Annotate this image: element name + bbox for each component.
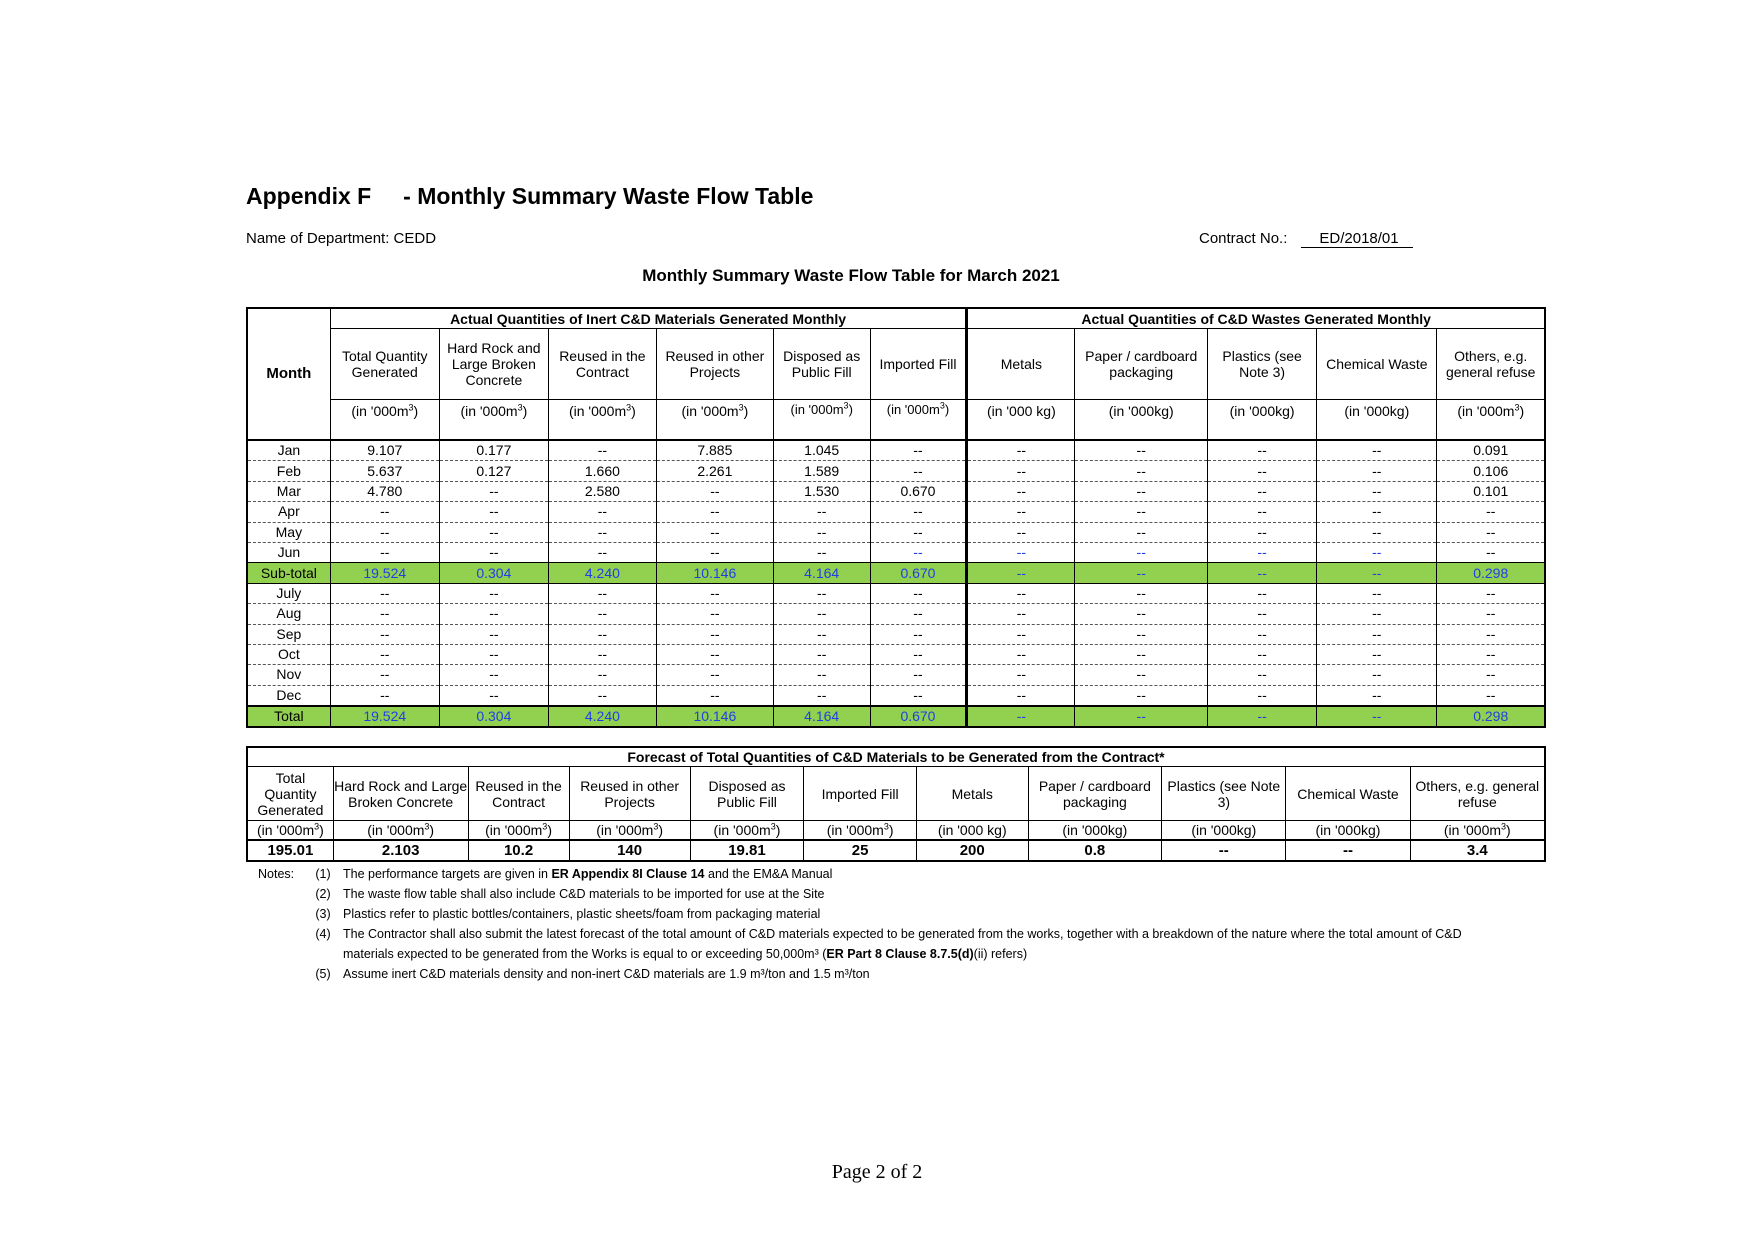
value-cell: 2.261 bbox=[656, 461, 773, 481]
value-cell: -- bbox=[439, 604, 548, 624]
column-unit: (in '000 kg) bbox=[967, 400, 1075, 441]
value-cell: -- bbox=[1208, 563, 1317, 583]
value-cell: -- bbox=[330, 583, 439, 603]
column-header: Reused in other Projects bbox=[656, 329, 773, 400]
month-cell: Sep bbox=[247, 624, 330, 644]
note-text-part: Plastics refer to plastic bottles/containers, plastic sheets/foam from packaging material bbox=[343, 907, 821, 921]
column-unit: (in '$000m^3$) bbox=[330, 400, 439, 441]
forecast-column-unit: (in '$000m^3$) bbox=[569, 821, 690, 841]
notes-label: Notes: bbox=[258, 867, 295, 881]
forecast-column-unit: (in '$000m^3$) bbox=[690, 821, 804, 841]
value-cell: -- bbox=[1208, 706, 1317, 727]
value-cell: -- bbox=[656, 604, 773, 624]
value-cell: -- bbox=[1437, 685, 1545, 706]
value-cell: -- bbox=[1075, 706, 1208, 727]
value-cell: -- bbox=[1437, 665, 1545, 685]
note-reference: ER Appendix 8I Clause 14 bbox=[551, 867, 705, 881]
table-row bbox=[247, 461, 1545, 481]
forecast-column-header: Others, e.g. general refuse bbox=[1410, 767, 1545, 821]
value-cell: -- bbox=[1075, 481, 1208, 501]
value-cell: 0.298 bbox=[1437, 706, 1545, 727]
note-text-part: The Contractor shall also submit the latest forecast of the total amount of C&D materials expected to be generated from the works, together with a breakdown of the nature where the total amount of C&D materials expected to be generated from the Works is equal to or exceeding 50,000m³ ( bbox=[343, 927, 1462, 961]
note-reference: ER Part 8 Clause 8.7.5(d) bbox=[826, 947, 974, 961]
value-cell: -- bbox=[656, 583, 773, 603]
column-header: Imported Fill bbox=[870, 329, 967, 400]
value-cell: -- bbox=[1075, 604, 1208, 624]
forecast-column-header: Reused in the Contract bbox=[468, 767, 569, 821]
column-header: Reused in the Contract bbox=[548, 329, 656, 400]
forecast-value: 10.2 bbox=[468, 840, 569, 861]
column-header: Others, e.g. general refuse bbox=[1437, 329, 1545, 400]
note-text bbox=[343, 904, 1483, 924]
forecast-column-header: Hard Rock and Large Broken Concrete bbox=[333, 767, 468, 821]
value-cell: -- bbox=[870, 522, 967, 542]
table-row bbox=[247, 685, 1545, 706]
note-item bbox=[258, 924, 1483, 964]
value-cell: -- bbox=[548, 583, 656, 603]
value-cell: -- bbox=[967, 461, 1075, 481]
forecast-column-unit: (in '$000m^3$) bbox=[247, 821, 333, 841]
value-cell: -- bbox=[1208, 440, 1317, 461]
inert-materials-group-header: Actual Quantities of Inert C&D Materials Generated Monthly bbox=[330, 308, 967, 329]
table-row bbox=[247, 542, 1545, 562]
notes-section bbox=[258, 864, 1483, 984]
value-cell: -- bbox=[773, 685, 870, 706]
value-cell: -- bbox=[967, 502, 1075, 522]
value-cell: 4.240 bbox=[548, 563, 656, 583]
notes-label bbox=[258, 884, 303, 904]
value-cell: -- bbox=[967, 624, 1075, 644]
value-cell: -- bbox=[330, 604, 439, 624]
forecast-value: 0.8 bbox=[1028, 840, 1162, 861]
value-cell: -- bbox=[1437, 522, 1545, 542]
notes-label bbox=[258, 964, 303, 984]
value-cell: 4.780 bbox=[330, 481, 439, 501]
value-cell: -- bbox=[1075, 542, 1208, 562]
value-cell: -- bbox=[330, 665, 439, 685]
value-cell: -- bbox=[1075, 665, 1208, 685]
forecast-title: Forecast of Total Quantities of C&D Materials to be Generated from the Contract* bbox=[247, 747, 1545, 767]
value-cell: -- bbox=[967, 604, 1075, 624]
forecast-column-header: Paper / cardboard packaging bbox=[1028, 767, 1162, 821]
note-text bbox=[343, 924, 1483, 964]
note-text-part: Assume inert C&D materials density and non-inert C&D materials are 1.9 m³/ton and 1.5 m³/ton bbox=[343, 967, 870, 981]
value-cell: -- bbox=[330, 644, 439, 664]
month-cell: July bbox=[247, 583, 330, 603]
column-unit: (in '$000m^3$) bbox=[656, 400, 773, 441]
note-item bbox=[258, 864, 1483, 884]
column-unit: (in '$000m^3$) bbox=[548, 400, 656, 441]
value-cell: -- bbox=[773, 665, 870, 685]
value-cell: -- bbox=[439, 665, 548, 685]
notes-label bbox=[258, 924, 303, 964]
note-number: (4) bbox=[315, 927, 331, 941]
value-cell: -- bbox=[1075, 685, 1208, 706]
value-cell: -- bbox=[967, 440, 1075, 461]
value-cell: 4.240 bbox=[548, 706, 656, 727]
value-cell: -- bbox=[1437, 583, 1545, 603]
value-cell: -- bbox=[656, 542, 773, 562]
value-cell: 0.304 bbox=[439, 563, 548, 583]
value-cell: 7.885 bbox=[656, 440, 773, 461]
table-row bbox=[247, 481, 1545, 501]
contract-label: Contract No.: bbox=[1199, 230, 1288, 247]
value-cell: -- bbox=[330, 624, 439, 644]
value-cell: -- bbox=[967, 706, 1075, 727]
month-cell: Oct bbox=[247, 644, 330, 664]
table-title bbox=[0, 266, 1754, 286]
value-cell: 0.670 bbox=[870, 481, 967, 501]
value-cell: -- bbox=[439, 624, 548, 644]
value-cell: -- bbox=[439, 542, 548, 562]
value-cell: -- bbox=[330, 542, 439, 562]
value-cell: 5.637 bbox=[330, 461, 439, 481]
month-cell: Jan bbox=[247, 440, 330, 461]
value-cell: -- bbox=[773, 604, 870, 624]
forecast-value: 140 bbox=[569, 840, 690, 861]
column-unit: (in '$000m^3$) bbox=[439, 400, 548, 441]
monthly-waste-flow-table bbox=[246, 307, 1546, 728]
column-header: Plastics (see Note 3) bbox=[1208, 329, 1317, 400]
value-cell: 0.127 bbox=[439, 461, 548, 481]
month-cell: Feb bbox=[247, 461, 330, 481]
forecast-value: 2.103 bbox=[333, 840, 468, 861]
value-cell: -- bbox=[330, 685, 439, 706]
value-cell: -- bbox=[870, 542, 967, 562]
value-cell: -- bbox=[967, 583, 1075, 603]
note-number: (5) bbox=[315, 967, 331, 981]
forecast-column-unit: (in '$000m^3$) bbox=[333, 821, 468, 841]
value-cell: 19.524 bbox=[330, 706, 439, 727]
note-item bbox=[258, 904, 1483, 924]
forecast-column-unit: (in '000kg) bbox=[1028, 821, 1162, 841]
value-cell: -- bbox=[1317, 461, 1437, 481]
value-cell: -- bbox=[656, 665, 773, 685]
value-cell: -- bbox=[1075, 624, 1208, 644]
value-cell: -- bbox=[967, 644, 1075, 664]
note-item bbox=[258, 964, 1483, 984]
value-cell: -- bbox=[1317, 542, 1437, 562]
value-cell: -- bbox=[1075, 522, 1208, 542]
column-header: Chemical Waste bbox=[1317, 329, 1437, 400]
department-name: Name of Department: CEDD bbox=[246, 230, 437, 247]
forecast-value: 3.4 bbox=[1410, 840, 1545, 861]
value-cell: 10.146 bbox=[656, 563, 773, 583]
value-cell: -- bbox=[439, 583, 548, 603]
table-row bbox=[247, 563, 1545, 583]
value-cell: -- bbox=[1437, 624, 1545, 644]
month-cell: May bbox=[247, 522, 330, 542]
note-number: (3) bbox=[315, 907, 331, 921]
value-cell: -- bbox=[870, 604, 967, 624]
value-cell: 0.101 bbox=[1437, 481, 1545, 501]
month-cell: Aug bbox=[247, 604, 330, 624]
column-header: Total Quantity Generated bbox=[330, 329, 439, 400]
forecast-value: 200 bbox=[916, 840, 1028, 861]
forecast-column-header: Plastics (see Note 3) bbox=[1162, 767, 1286, 821]
value-cell: -- bbox=[548, 604, 656, 624]
value-cell: -- bbox=[870, 624, 967, 644]
value-cell: -- bbox=[1208, 502, 1317, 522]
value-cell: -- bbox=[773, 522, 870, 542]
value-cell: -- bbox=[967, 522, 1075, 542]
note-text-part: The performance targets are given in bbox=[343, 867, 552, 881]
month-header: Month bbox=[247, 308, 330, 440]
forecast-value: -- bbox=[1162, 840, 1286, 861]
value-cell: -- bbox=[656, 502, 773, 522]
month-cell: Total bbox=[247, 706, 330, 727]
forecast-column-header: Total Quantity Generated bbox=[247, 767, 333, 821]
value-cell: -- bbox=[1317, 644, 1437, 664]
value-cell: -- bbox=[773, 502, 870, 522]
contract-number bbox=[1199, 230, 1413, 248]
value-cell: -- bbox=[1317, 604, 1437, 624]
month-cell: Dec bbox=[247, 685, 330, 706]
forecast-column-unit: (in '$000m^3$) bbox=[804, 821, 917, 841]
value-cell: -- bbox=[548, 522, 656, 542]
value-cell: -- bbox=[548, 502, 656, 522]
value-cell: -- bbox=[1208, 542, 1317, 562]
value-cell: -- bbox=[870, 502, 967, 522]
value-cell: -- bbox=[870, 583, 967, 603]
table-title-text: Monthly Summary Waste Flow Table for March 2021 bbox=[642, 266, 1060, 285]
value-cell: -- bbox=[656, 644, 773, 664]
column-unit: (in '$000m^3$) bbox=[1437, 400, 1545, 441]
value-cell: -- bbox=[1437, 644, 1545, 664]
table-row bbox=[247, 522, 1545, 542]
value-cell: -- bbox=[548, 440, 656, 461]
value-cell: -- bbox=[1317, 522, 1437, 542]
value-cell: -- bbox=[1317, 685, 1437, 706]
value-cell: -- bbox=[967, 685, 1075, 706]
value-cell: -- bbox=[548, 644, 656, 664]
value-cell: -- bbox=[773, 644, 870, 664]
month-cell: Nov bbox=[247, 665, 330, 685]
value-cell: -- bbox=[548, 685, 656, 706]
value-cell: -- bbox=[773, 624, 870, 644]
month-cell: Apr bbox=[247, 502, 330, 522]
value-cell: -- bbox=[967, 665, 1075, 685]
value-cell: -- bbox=[1208, 461, 1317, 481]
value-cell: 4.164 bbox=[773, 563, 870, 583]
note-text-part: and the EM&A Manual bbox=[704, 867, 833, 881]
forecast-column-unit: (in '$000m^3$) bbox=[1410, 821, 1545, 841]
value-cell: -- bbox=[1317, 440, 1437, 461]
forecast-column-unit: (in '$000m^3$) bbox=[468, 821, 569, 841]
column-header: Hard Rock and Large Broken Concrete bbox=[439, 329, 548, 400]
note-item bbox=[258, 884, 1483, 904]
column-unit: (in '000kg) bbox=[1208, 400, 1317, 441]
note-number: (2) bbox=[315, 887, 331, 901]
notes-label bbox=[258, 904, 303, 924]
value-cell: -- bbox=[1437, 502, 1545, 522]
appendix-title: Appendix F - Monthly Summary Waste Flow Table bbox=[246, 183, 814, 209]
value-cell: 0.670 bbox=[870, 706, 967, 727]
value-cell: -- bbox=[1208, 583, 1317, 603]
value-cell: 0.298 bbox=[1437, 563, 1545, 583]
value-cell: -- bbox=[439, 481, 548, 501]
month-cell: Mar bbox=[247, 481, 330, 501]
note-text-part: (ii) refers) bbox=[973, 947, 1028, 961]
value-cell: -- bbox=[439, 685, 548, 706]
value-cell: -- bbox=[1208, 522, 1317, 542]
value-cell: -- bbox=[1208, 665, 1317, 685]
value-cell: 4.164 bbox=[773, 706, 870, 727]
value-cell: -- bbox=[1317, 706, 1437, 727]
value-cell: -- bbox=[656, 522, 773, 542]
column-unit: (in '$000m^3$) bbox=[870, 400, 967, 441]
value-cell: -- bbox=[1208, 685, 1317, 706]
value-cell: -- bbox=[1075, 563, 1208, 583]
table-row bbox=[247, 624, 1545, 644]
forecast-value: 195.01 bbox=[247, 840, 333, 861]
value-cell: -- bbox=[870, 685, 967, 706]
value-cell: 0.106 bbox=[1437, 461, 1545, 481]
value-cell: -- bbox=[967, 481, 1075, 501]
value-cell: -- bbox=[967, 563, 1075, 583]
table-row bbox=[247, 665, 1545, 685]
value-cell: 19.524 bbox=[330, 563, 439, 583]
value-cell: -- bbox=[656, 624, 773, 644]
forecast-table bbox=[246, 746, 1546, 862]
value-cell: 9.107 bbox=[330, 440, 439, 461]
value-cell: -- bbox=[1317, 583, 1437, 603]
forecast-value: -- bbox=[1286, 840, 1410, 861]
value-cell: 1.530 bbox=[773, 481, 870, 501]
value-cell: -- bbox=[1317, 624, 1437, 644]
table-row bbox=[247, 706, 1545, 727]
value-cell: -- bbox=[870, 644, 967, 664]
value-cell: -- bbox=[1437, 604, 1545, 624]
value-cell: -- bbox=[330, 522, 439, 542]
value-cell: -- bbox=[1075, 440, 1208, 461]
value-cell: -- bbox=[330, 502, 439, 522]
table-row bbox=[247, 502, 1545, 522]
value-cell: -- bbox=[439, 644, 548, 664]
value-cell: -- bbox=[1208, 644, 1317, 664]
value-cell: -- bbox=[967, 542, 1075, 562]
value-cell: 0.091 bbox=[1437, 440, 1545, 461]
value-cell: -- bbox=[656, 481, 773, 501]
column-unit: (in '000kg) bbox=[1075, 400, 1208, 441]
value-cell: -- bbox=[1208, 481, 1317, 501]
forecast-column-unit: (in '000kg) bbox=[1162, 821, 1286, 841]
value-cell: 1.660 bbox=[548, 461, 656, 481]
value-cell: -- bbox=[439, 502, 548, 522]
value-cell: -- bbox=[1317, 563, 1437, 583]
value-cell: 0.177 bbox=[439, 440, 548, 461]
value-cell: 10.146 bbox=[656, 706, 773, 727]
contract-value: ED/2018/01 bbox=[1301, 231, 1412, 248]
value-cell: -- bbox=[656, 685, 773, 706]
value-cell: -- bbox=[1317, 665, 1437, 685]
value-cell: -- bbox=[1208, 624, 1317, 644]
forecast-column-unit: (in '000 kg) bbox=[916, 821, 1028, 841]
forecast-value: 25 bbox=[804, 840, 917, 861]
forecast-column-header: Chemical Waste bbox=[1286, 767, 1410, 821]
note-text bbox=[343, 964, 1483, 984]
value-cell: -- bbox=[548, 665, 656, 685]
column-header: Paper / cardboard packaging bbox=[1075, 329, 1208, 400]
value-cell: 0.304 bbox=[439, 706, 548, 727]
value-cell: -- bbox=[548, 542, 656, 562]
value-cell: -- bbox=[1437, 542, 1545, 562]
value-cell: 0.670 bbox=[870, 563, 967, 583]
value-cell: -- bbox=[870, 440, 967, 461]
value-cell: -- bbox=[439, 522, 548, 542]
value-cell: -- bbox=[1075, 461, 1208, 481]
value-cell: -- bbox=[1317, 481, 1437, 501]
value-cell: -- bbox=[1075, 644, 1208, 664]
table-row bbox=[247, 440, 1545, 461]
column-unit: (in '$000m^3$) bbox=[773, 400, 870, 441]
column-header: Metals bbox=[967, 329, 1075, 400]
value-cell: 2.580 bbox=[548, 481, 656, 501]
note-text-part: The waste flow table shall also include C&D materials to be imported for use at the Site bbox=[343, 887, 825, 901]
note-number: (1) bbox=[315, 867, 331, 881]
value-cell: -- bbox=[870, 461, 967, 481]
note-text bbox=[343, 864, 1483, 884]
table-row bbox=[247, 583, 1545, 603]
forecast-column-header: Metals bbox=[916, 767, 1028, 821]
table-row bbox=[247, 644, 1545, 664]
wastes-group-header: Actual Quantities of C&D Wastes Generated Monthly bbox=[967, 308, 1545, 329]
forecast-column-unit: (in '000kg) bbox=[1286, 821, 1410, 841]
value-cell: 1.589 bbox=[773, 461, 870, 481]
value-cell: 1.045 bbox=[773, 440, 870, 461]
value-cell: -- bbox=[1208, 604, 1317, 624]
forecast-column-header: Disposed as Public Fill bbox=[690, 767, 804, 821]
forecast-column-header: Reused in other Projects bbox=[569, 767, 690, 821]
value-cell: -- bbox=[773, 583, 870, 603]
forecast-column-header: Imported Fill bbox=[804, 767, 917, 821]
value-cell: -- bbox=[870, 665, 967, 685]
forecast-value: 19.81 bbox=[690, 840, 804, 861]
value-cell: -- bbox=[1075, 583, 1208, 603]
page-number: Page 2 of 2 bbox=[831, 1161, 923, 1183]
note-text bbox=[343, 884, 1483, 904]
value-cell: -- bbox=[1317, 502, 1437, 522]
value-cell: -- bbox=[773, 542, 870, 562]
value-cell: -- bbox=[548, 624, 656, 644]
month-cell: Jun bbox=[247, 542, 330, 562]
column-header: Disposed as Public Fill bbox=[773, 329, 870, 400]
column-unit: (in '000kg) bbox=[1317, 400, 1437, 441]
month-cell: Sub-total bbox=[247, 563, 330, 583]
value-cell: -- bbox=[1075, 502, 1208, 522]
table-row bbox=[247, 604, 1545, 624]
